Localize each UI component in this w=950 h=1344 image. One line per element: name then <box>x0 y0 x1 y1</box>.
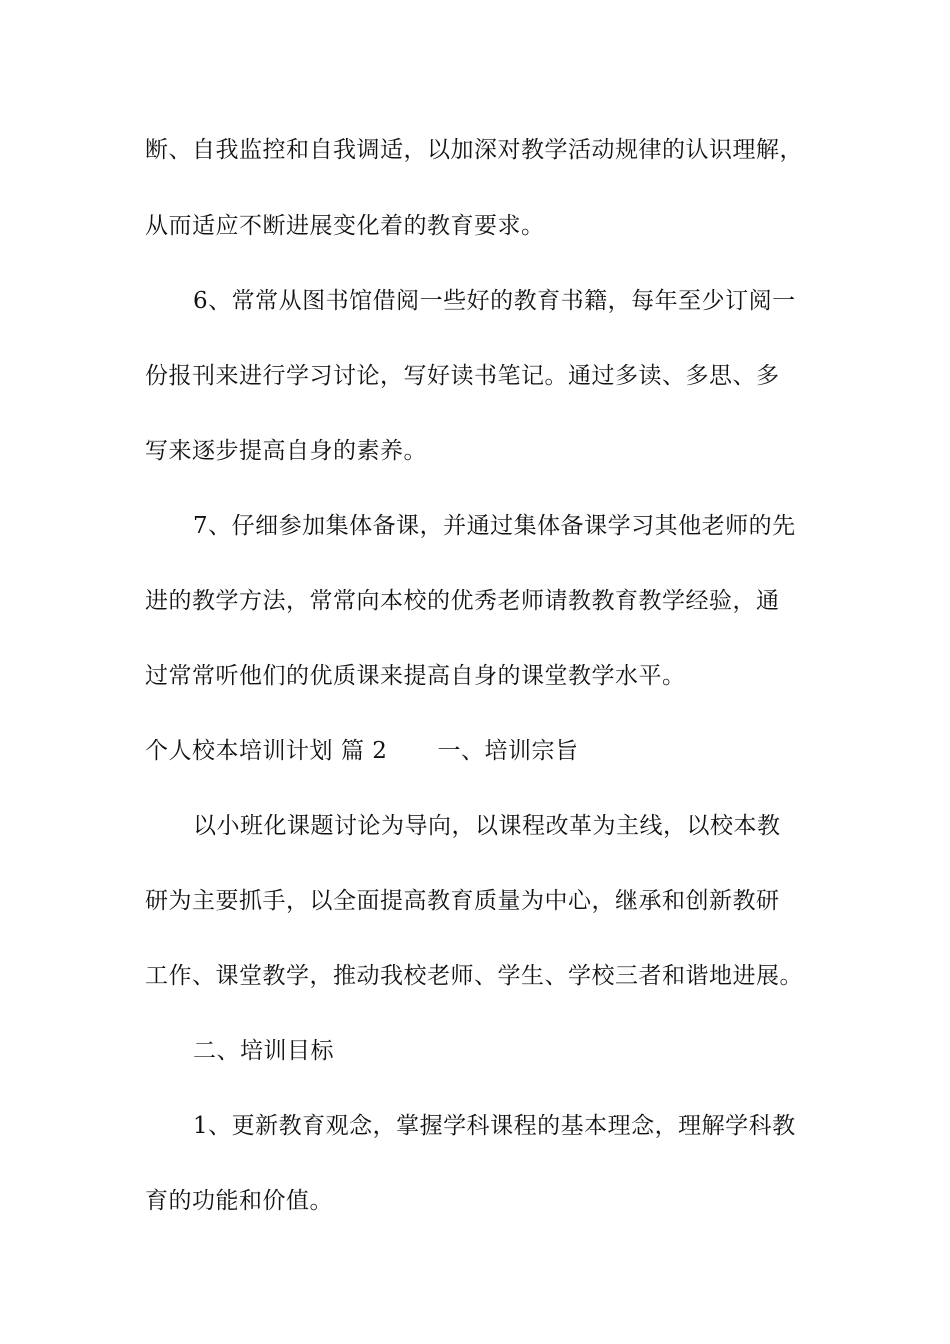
paragraph-line: 以小班化课题讨论为导向，以课程改革为主线，以校本教 <box>193 813 781 839</box>
section-heading <box>145 736 825 766</box>
paragraph-line: 工作、课堂教学，推动我校老师、学生、学校三者和谐地进展。 <box>145 963 803 989</box>
paragraph-line: 写来逐步提高自身的素养。 <box>145 438 427 464</box>
paragraph-line: 进的教学方法，常常向本校的优秀老师请教教育教学经验，通 <box>145 588 780 614</box>
paragraph-line: 育的功能和价值。 <box>145 1188 333 1214</box>
paragraph-line: 6、常常从图书馆借阅一些好的教育书籍，每年至少订阅一 <box>193 288 796 314</box>
paragraph-line: 从而适应不断进展变化着的教育要求。 <box>145 213 545 239</box>
paragraph-line: 份报刊来进行学习讨论，写好读书笔记。通过多读、多思、多 <box>145 363 780 389</box>
paragraph-line: 研为主要抓手，以全面提高教育质量为中心，继承和创新教研 <box>145 888 780 914</box>
paragraph-line: 过常常听他们的优质课来提高自身的课堂教学水平。 <box>145 663 686 689</box>
paragraph-line: 7、仔细参加集体备课，并通过集体备课学习其他老师的先 <box>193 513 796 539</box>
document-title: 个人校本培训计划 <box>145 738 333 764</box>
paragraph-line: 断、自我监控和自我调适，以加深对教学活动规律的认识理解， <box>145 137 803 163</box>
part-label: 篇 2 <box>341 738 388 764</box>
subheading: 二、培训目标 <box>193 1038 334 1064</box>
paragraph-line: 1、更新教育观念，掌握学科课程的基本理念，理解学科教 <box>193 1113 796 1139</box>
section-title: 一、培训宗旨 <box>437 738 579 764</box>
